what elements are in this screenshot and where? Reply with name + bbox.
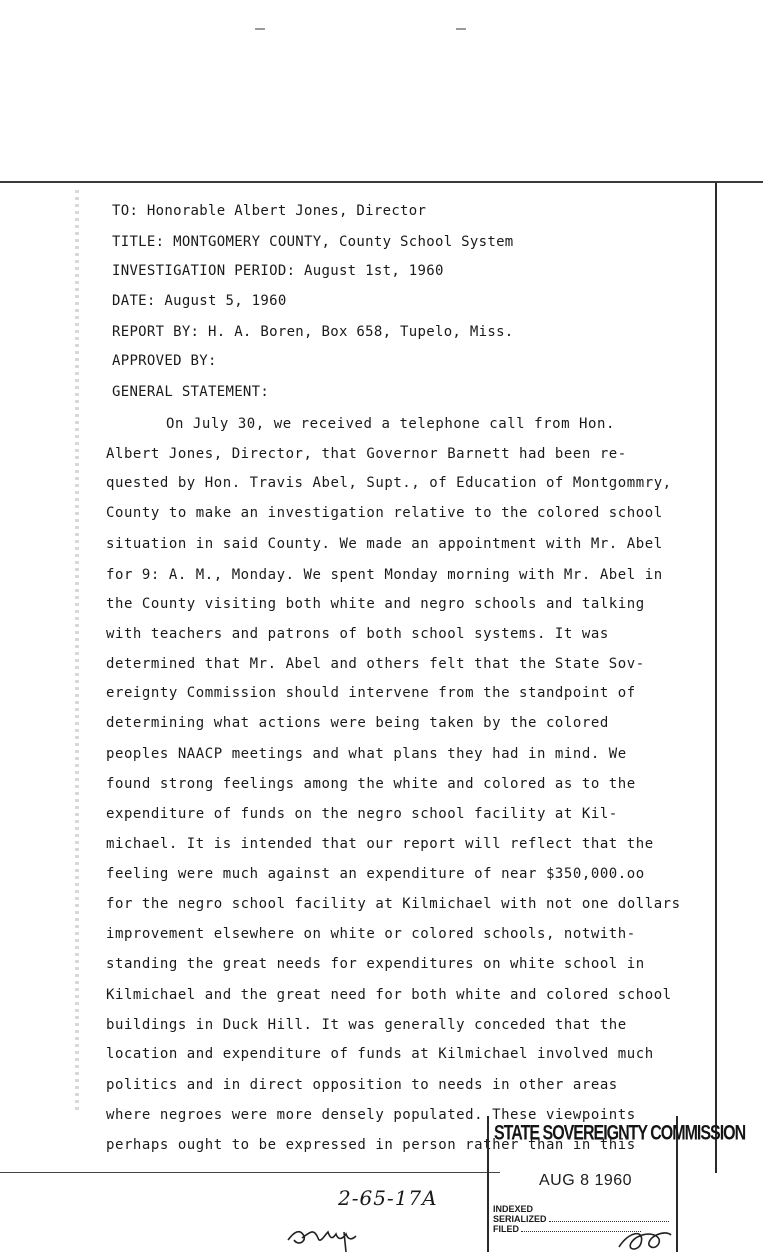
- body-line: the County visiting both white and negro schools and talking: [106, 596, 645, 612]
- signature-icon: [284, 1218, 374, 1258]
- body-line: expenditure of funds on the negro school facility at Kil-: [106, 806, 618, 822]
- memo-approved-by: APPROVED BY:: [112, 353, 217, 369]
- body-line: On July 30, we received a telephone call from Hon.: [166, 416, 615, 432]
- scan-mark: [456, 28, 466, 30]
- right-page-edge: [715, 183, 717, 1173]
- body-line: determining what actions were being taken by the colored: [106, 715, 609, 731]
- stamp-serialized: [493, 1214, 669, 1224]
- body-line: found strong feelings among the white and colored as to the: [106, 776, 636, 792]
- memo-general-statement: GENERAL STATEMENT:: [112, 384, 270, 400]
- stamp-dotted-line: [549, 1221, 669, 1222]
- top-page-edge: [0, 181, 763, 183]
- body-line: perhaps ought to be expressed in person rather than in this: [106, 1137, 636, 1153]
- body-line: determined that Mr. Abel and others felt that the State Sov-: [106, 656, 645, 672]
- body-line: politics and in direct opposition to needs in other areas: [106, 1077, 618, 1093]
- stamp-indexed: [493, 1204, 533, 1214]
- body-line: for 9: A. M., Monday. We spent Monday morning with Mr. Abel in: [106, 567, 663, 583]
- left-binding-edge: [75, 190, 79, 1110]
- body-line: feeling were much against an expenditure of near $350,000.oo: [106, 866, 645, 882]
- body-line: Albert Jones, Director, that Governor Barnett had been re-: [106, 446, 627, 462]
- body-line: michael. It is intended that our report will reflect that the: [106, 836, 654, 852]
- body-line: peoples NAACP meetings and what plans they had in mind. We: [106, 746, 627, 762]
- body-line: location and expenditure of funds at Kilmichael involved much: [106, 1046, 654, 1062]
- memo-investigation-period: INVESTIGATION PERIOD: August 1st, 1960: [112, 263, 444, 279]
- stamp-date: AUG 8 1960: [539, 1172, 633, 1189]
- handwritten-file-number: 2-65-17A: [338, 1186, 438, 1210]
- body-line: situation in said County. We made an appointment with Mr. Abel: [106, 536, 663, 552]
- bottom-page-edge: [0, 1172, 500, 1173]
- memo-date: DATE: August 5, 1960: [112, 293, 287, 309]
- stamp-filed-label: FILED: [493, 1224, 519, 1234]
- body-line: standing the great needs for expenditures on white school in: [106, 956, 645, 972]
- memo-to: TO: Honorable Albert Jones, Director: [112, 203, 427, 219]
- memo-report-by: REPORT BY: H. A. Boren, Box 658, Tupelo, Miss.: [112, 324, 514, 340]
- body-line: quested by Hon. Travis Abel, Supt., of Education of Montgommry,: [106, 475, 672, 491]
- body-line: with teachers and patrons of both school systems. It was: [106, 626, 609, 642]
- body-line: for the negro school facility at Kilmichael with not one dollars: [106, 896, 681, 912]
- body-line: improvement elsewhere on white or colored schools, notwith-: [106, 926, 636, 942]
- body-line: buildings in Duck Hill. It was generally conceded that the: [106, 1017, 627, 1033]
- body-line: County to make an investigation relative to the colored school: [106, 505, 663, 521]
- scan-mark: [255, 28, 265, 30]
- body-line: ereignty Commission should intervene from the standpoint of: [106, 685, 636, 701]
- memo-title: TITLE: MONTGOMERY COUNTY, County School System: [112, 234, 514, 250]
- stamp-title: STATE SOVEREIGNTY COMMISSION: [494, 1122, 746, 1145]
- body-line: Kilmichael and the great need for both white and colored school: [106, 987, 672, 1003]
- stamp-indexed-label: INDEXED: [493, 1204, 534, 1214]
- stamp-serialized-label: SERIALIZED: [493, 1214, 547, 1224]
- stamp-initials-icon: [615, 1225, 675, 1255]
- body-line: where negroes were more densely populated. These viewpoints: [106, 1107, 636, 1123]
